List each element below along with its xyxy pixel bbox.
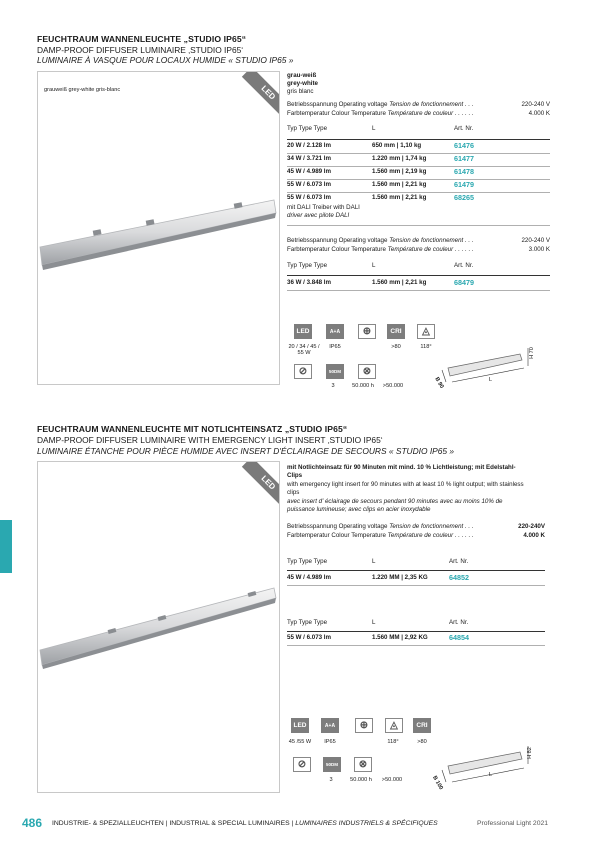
title-part: FEUCHTRAUM WANNENLEUCHTE — [37, 424, 182, 434]
table-header-type: Typ Type Type — [287, 557, 328, 565]
spec-colortemp-label: Farbtemperatur Colour Temperature — [287, 110, 386, 117]
led-icon: LED — [294, 324, 312, 339]
no-dimming-icon: ⊘ — [294, 364, 312, 379]
lifetime-icon: 50DM — [323, 757, 341, 772]
divider — [287, 585, 545, 586]
dim-l: L — [489, 377, 493, 383]
image-caption: grauweiß grey-white gris-blanc — [44, 87, 121, 93]
spec-voltage-label: Betriebsspannung Operating voltage — [287, 523, 388, 530]
divider — [287, 225, 550, 226]
title-part: WITH EMERGENCY LIGHT INSERT — [188, 435, 326, 445]
color-de: grau-weiß — [287, 72, 317, 79]
cell-l: 1.560 mm | 2,19 kg — [372, 167, 427, 175]
page-number: 486 — [22, 816, 43, 830]
table-header-art: Art. Nr. — [449, 557, 469, 565]
cell-art[interactable]: 61479 — [454, 179, 474, 189]
table-header-art: Art. Nr. — [454, 124, 474, 132]
icon-label: >50.000 — [382, 383, 404, 389]
divider — [287, 570, 545, 571]
table-header-art: Art. Nr. — [449, 618, 469, 626]
cell-art[interactable]: 68265 — [454, 192, 474, 202]
cell-l: 650 mm | 1,10 kg — [372, 141, 422, 149]
cell-art[interactable]: 61476 — [454, 140, 474, 150]
dimension-drawing-1 — [440, 340, 540, 396]
table-header-type: Typ Type Type — [287, 124, 328, 132]
cri-icon: CRI — [387, 324, 405, 339]
title-part: MIT NOTLICHTEINSATZ — [183, 424, 283, 434]
spec-colortemp-value: 4.000 K — [523, 532, 545, 539]
cell-l: 1.220 mm | 1,74 kg — [372, 154, 427, 162]
icon-label: >80 — [417, 739, 427, 745]
divider — [287, 139, 550, 140]
switching-icon: ⊗ — [354, 757, 372, 772]
title-part: « STUDIO IP65 » — [388, 446, 455, 456]
section1-title-fr: LUMINAIRE À VASQUE POUR LOCAUX HUMIDE « STUDIO IP65 » — [37, 55, 294, 65]
title-part: „STUDIO IP65“ — [284, 424, 348, 434]
cell-type: 55 W / 6.073 lm — [287, 633, 332, 641]
cell-l: 1.220 MM | 2,35 KG — [372, 573, 428, 581]
switching-icon: ⊗ — [358, 364, 376, 379]
spec-colortemp — [287, 110, 550, 118]
luminaire-image — [38, 462, 279, 792]
footer-fr: LUMINAIRES INDUSTRIELS & SPÉCIFIQUES — [295, 820, 438, 827]
cell-art[interactable]: 61478 — [454, 166, 474, 176]
dim-l: L — [489, 772, 493, 778]
icon-label: IP65 — [329, 344, 341, 350]
luminaire-image — [38, 72, 279, 384]
led-ribbon: LED — [242, 461, 280, 509]
spec-voltage-label: Betriebsspannung Operating voltage — [287, 101, 388, 108]
dimension-drawing-2 — [440, 740, 540, 796]
spec-voltage-label-fr: Tension de fonctionnement . . . — [389, 101, 474, 108]
icon-label: 50.000 h — [352, 383, 374, 389]
spec-voltage-label: Betriebsspannung Operating voltage — [287, 237, 388, 244]
cell-art[interactable]: 64854 — [449, 632, 469, 642]
divider — [287, 631, 545, 632]
dim-h: H 82 — [526, 747, 533, 759]
table-header-l: L — [372, 261, 376, 269]
section2-title-de — [37, 424, 347, 434]
icon-label: IP65 — [324, 739, 336, 745]
title-part: AVEC INSERT D'ÉCLAIRAGE DE SECOURS — [215, 446, 387, 456]
spec-colortemp-label: Farbtemperatur Colour Temperature — [287, 246, 386, 253]
cell-type: 45 W / 4.989 lm — [287, 167, 332, 175]
desc-fr: avec insert d' éclairage de secours pendant 90 minutes avec au moins 10% de puissance lumineuse; avec clips en acier inoxydable — [287, 498, 503, 513]
table-header-l: L — [372, 124, 376, 132]
divider — [287, 645, 545, 646]
cell-l: 1.560 MM | 2,92 KG — [372, 633, 428, 641]
table-header-type: Typ Type Type — [287, 618, 328, 626]
spec-colortemp-2 — [287, 246, 550, 254]
section1-title-en: DAMP-PROOF DIFFUSER LUMINAIRE ‚STUDIO IP65‘ — [37, 45, 244, 55]
spec-voltage-2 — [287, 237, 550, 245]
icon-label: 3 — [331, 383, 335, 389]
cell-art[interactable]: 61477 — [454, 153, 474, 163]
footer-brand: Professional Light 2021 — [477, 820, 549, 827]
icon-label: 50.000 h — [350, 777, 372, 783]
dim-h: H 70 — [528, 347, 535, 359]
cell-l: 1.560 mm | 2,21 kg — [372, 180, 427, 188]
divider — [287, 290, 550, 291]
color-en: grey-white — [287, 80, 318, 87]
icon-label: 45 /55 W — [288, 739, 312, 745]
spec-colortemp-value: 4.000 K — [528, 110, 550, 117]
no-dimming-icon: ⊘ — [293, 757, 311, 772]
dim-b: B 100 — [431, 775, 444, 791]
insulation-icon: ⊕ — [358, 324, 376, 339]
spec-colortemp-label-fr: Température de couleur . . . . . . — [387, 532, 474, 539]
spec-voltage-3 — [287, 523, 545, 531]
color-fr: gris blanc — [287, 88, 314, 95]
section2-title-fr — [37, 446, 454, 456]
divider — [287, 275, 550, 276]
desc-de: mit Notlichteinsatz für 90 Minuten mit mind. 10 % Lichtleistung; mit Edelstahl-Clips — [287, 464, 516, 479]
lifetime-icon: 50DM — [326, 364, 344, 379]
spec-voltage-value: 220-240 V — [521, 237, 550, 244]
spec-voltage-value: 220-240 V — [521, 101, 550, 108]
section2-title-en — [37, 435, 383, 445]
footer-en: INDUSTRIAL & SPECIAL LUMINAIRES — [169, 820, 290, 827]
spec-colortemp-label-fr: Température de couleur . . . . . . — [387, 246, 474, 253]
spec-colortemp-3 — [287, 532, 545, 540]
spec-colortemp-value: 3.000 K — [528, 246, 550, 253]
product-image-frame-2 — [37, 461, 280, 793]
icon-label: 3 — [329, 777, 333, 783]
section1-title-de: FEUCHTRAUM WANNENLEUCHTE „STUDIO IP65“ — [37, 34, 247, 44]
cell-type: 55 W / 6.073 lm — [287, 193, 332, 201]
icon-label: 20 / 34 / 45 / 55 W — [288, 344, 320, 356]
icon-label: >80 — [391, 344, 401, 350]
title-part: DAMP-PROOF DIFFUSER LUMINAIRE — [37, 435, 186, 445]
table-header-type: Typ Type Type — [287, 261, 328, 269]
beam-angle-icon: ◬ — [385, 718, 403, 733]
cell-type: 36 W / 3.848 lm — [287, 278, 332, 286]
desc-en: with emergency light insert for 90 minutes with at least 10 % light output; with stainless clips — [287, 481, 524, 496]
section-tab — [0, 520, 12, 573]
icon-label: >50.000 — [381, 777, 403, 783]
spec-voltage — [287, 101, 550, 109]
spec-voltage-label-fr: Tension de fonctionnement . . . — [389, 523, 474, 530]
cell-type: 20 W / 2.128 lm — [287, 141, 332, 149]
table-header-l: L — [372, 618, 376, 626]
energy-class-icon: A+A — [321, 718, 339, 733]
led-ribbon: LED — [242, 71, 280, 119]
spec-colortemp-label: Farbtemperatur Colour Temperature — [287, 532, 386, 539]
spec-voltage-label-fr: Tension de fonctionnement . . . — [389, 237, 474, 244]
energy-class-icon: A+A — [326, 324, 344, 339]
spec-voltage-value: 220-240V — [518, 523, 545, 530]
cell-art[interactable]: 68479 — [454, 277, 474, 287]
table-header-l: L — [372, 557, 376, 565]
dim-b: B 90 — [433, 376, 445, 390]
cell-l: 1.560 mm | 2,21 kg — [372, 278, 427, 286]
dali-note-fr: driver avec pilote DALI — [287, 212, 350, 219]
cell-l: 1.560 mm | 2,21 kg — [372, 193, 427, 201]
led-icon: LED — [291, 718, 309, 733]
insulation-icon: ⊕ — [355, 718, 373, 733]
dali-note-de: mit DALI Treiber with DALI — [287, 204, 360, 211]
cell-art[interactable]: 64852 — [449, 572, 469, 582]
title-part: ‚STUDIO IP65‘ — [327, 435, 383, 445]
beam-angle-icon: ◬ — [417, 324, 435, 339]
cell-type: 45 W / 4.989 lm — [287, 573, 332, 581]
spec-colortemp-label-fr: Température de couleur . . . . . . — [387, 110, 474, 117]
footer-de: INDUSTRIE- & SPEZIALLEUCHTEN — [52, 820, 164, 827]
cri-icon: CRI — [413, 718, 431, 733]
product-image-frame-1 — [37, 71, 280, 385]
title-part: LUMINAIRE ÉTANCHE POUR PIÈCE HUMIDE — [37, 446, 214, 456]
icon-label: 118° — [387, 739, 399, 745]
icon-label: 118° — [420, 344, 432, 350]
cell-type: 55 W / 6.073 lm — [287, 180, 332, 188]
table-header-art: Art. Nr. — [454, 261, 474, 269]
cell-type: 34 W / 3.721 lm — [287, 154, 332, 162]
footer-text: INDUSTRIE- & SPEZIALLEUCHTEN | INDUSTRIAL & SPECIAL LUMINAIRES | LUMINAIRES INDUSTRIELS & SPÉCIFIQUES — [52, 820, 438, 827]
